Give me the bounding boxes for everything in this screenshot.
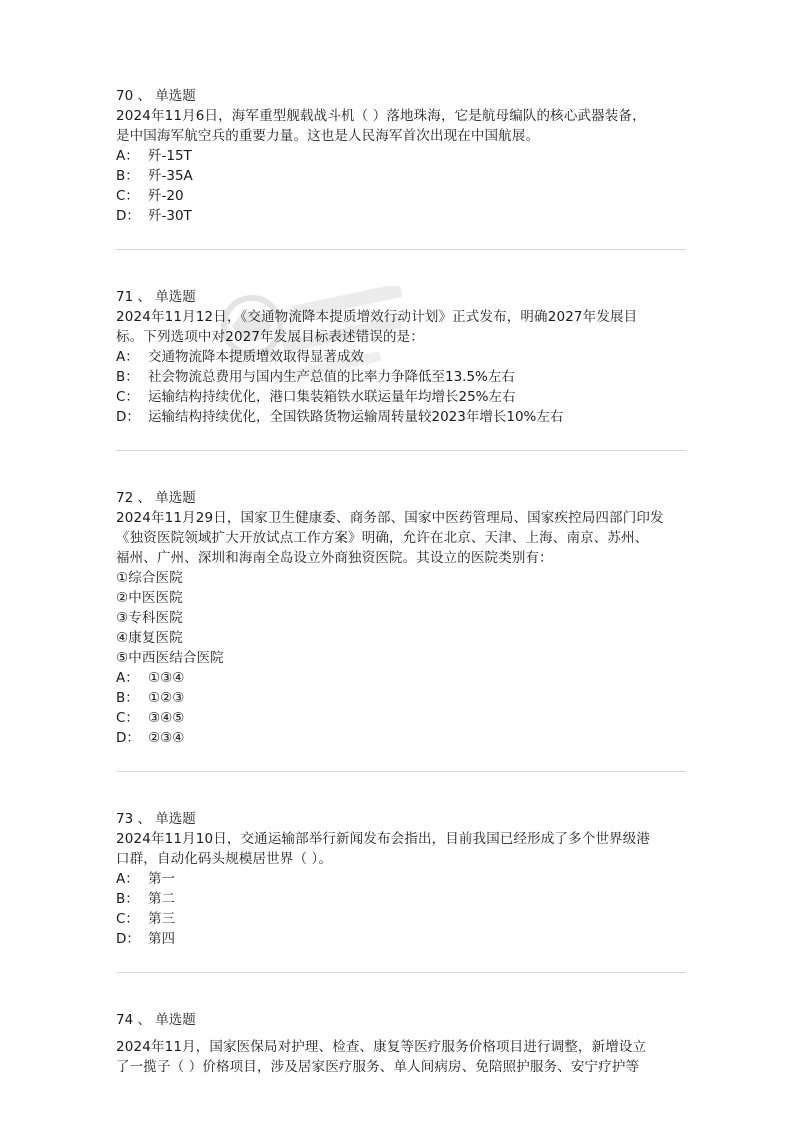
option-a[interactable] (116, 347, 686, 367)
option-a[interactable] (116, 668, 686, 688)
option-key: B： (116, 168, 139, 184)
option-b[interactable] (116, 367, 686, 387)
stem-line: 福州、广州、深圳和海南全岛设立外商独资医院。其设立的医院类别有： (116, 550, 553, 566)
option-c[interactable] (116, 387, 686, 407)
option-text: 社会物流总费用与国内生产总值的比率力争降低至13.5%左右 (148, 369, 515, 385)
question-divider (116, 450, 686, 451)
stem-line: 2024年11月29日，国家卫生健康委、商务部、国家中医药管理局、国家疾控局四部门印发 (116, 510, 664, 526)
option-text: 运输结构持续优化，港口集装箱铁水联运量年均增长25%左右 (148, 389, 516, 405)
option-text: 交通物流降本提质增效取得显著成效 (148, 349, 364, 365)
option-key: B： (116, 690, 139, 706)
question-stem (116, 829, 686, 869)
question-list (116, 86, 686, 1077)
question-header: 72 、 单选题 (116, 490, 196, 506)
option-c[interactable] (116, 708, 686, 728)
option-text: ③④⑤ (148, 710, 185, 726)
option-key: A： (116, 349, 139, 365)
question-divider (116, 972, 686, 973)
option-key: A： (116, 670, 139, 686)
option-key: B： (116, 369, 139, 385)
option-text: 歼-15T (148, 148, 192, 164)
stem-line: ③专科医院 (116, 610, 183, 626)
stem-line: ①综合医院 (116, 570, 183, 586)
question-stem (116, 106, 686, 146)
question-header: 73 、 单选题 (116, 811, 196, 827)
option-key: A： (116, 871, 139, 887)
option-text: 歼-30T (148, 208, 192, 224)
option-key: C： (116, 911, 139, 927)
question-header: 71 、 单选题 (116, 289, 196, 305)
question-70 (116, 86, 686, 226)
option-b[interactable] (116, 688, 686, 708)
stem-line: 2024年11月12日，《交通物流降本提质增效行动计划》正式发布，明确2027年发展目 (116, 309, 638, 325)
stem-line: ②中医医院 (116, 590, 183, 606)
stem-line: 《独资医院领域扩大开放试点工作方案》明确，允许在北京、天津、上海、南京、苏州、 (116, 530, 649, 546)
option-a[interactable] (116, 869, 686, 889)
question-stem (116, 307, 686, 347)
option-text: 第四 (148, 931, 175, 947)
question-divider (116, 771, 686, 772)
option-d[interactable] (116, 929, 686, 949)
option-key: D： (116, 730, 140, 746)
question-stem (116, 1037, 686, 1077)
stem-line: 口群，自动化码头规模居世界（ ）。 (116, 851, 333, 867)
question-header: 70 、 单选题 (116, 88, 196, 104)
option-text: 第二 (148, 891, 175, 907)
question-divider (116, 249, 686, 250)
option-key: C： (116, 710, 139, 726)
option-b[interactable] (116, 889, 686, 909)
option-text: 歼-20 (148, 188, 184, 204)
option-key: D： (116, 208, 140, 224)
question-74 (116, 1010, 686, 1077)
stem-line: 标。下列选项中对2027年发展目标表述错误的是： (116, 329, 424, 345)
option-a[interactable] (116, 146, 686, 166)
option-d[interactable] (116, 206, 686, 226)
stem-line: 2024年11月，国家医保局对护理、检查、康复等医疗服务价格项目进行调整，新增设立 (116, 1039, 647, 1055)
stem-line: 了一揽子（ ）价格项目，涉及居家医疗服务、单人间病房、免陪照护服务、安宁疗护等 (116, 1059, 640, 1075)
stem-line: 2024年11月10日，交通运输部举行新闻发布会指出，目前我国已经形成了多个世界级港 (116, 831, 651, 847)
option-key: C： (116, 188, 139, 204)
stem-line: ⑤中西医结合医院 (116, 650, 224, 666)
stem-line: 2024年11月6日，海军重型舰载战斗机（ ）落地珠海，它是航母编队的核心武器装备， (116, 108, 646, 124)
question-stem (116, 508, 686, 668)
question-72 (116, 488, 686, 748)
option-text: 歼-35A (148, 168, 193, 184)
option-text: 第一 (148, 871, 175, 887)
option-key: D： (116, 931, 140, 947)
option-b[interactable] (116, 166, 686, 186)
option-key: A： (116, 148, 139, 164)
option-text: ①②③ (148, 690, 185, 706)
option-d[interactable] (116, 728, 686, 748)
option-key: D： (116, 409, 140, 425)
option-c[interactable] (116, 909, 686, 929)
option-text: 运输结构持续优化，全国铁路货物运输周转量较2023年增长10%左右 (148, 409, 564, 425)
stem-line: ④康复医院 (116, 630, 183, 646)
option-text: ②③④ (148, 730, 185, 746)
option-key: B： (116, 891, 139, 907)
question-header: 74 、 单选题 (116, 1012, 196, 1028)
question-71 (116, 287, 686, 427)
question-73 (116, 809, 686, 949)
option-text: ①③④ (148, 670, 185, 686)
option-text: 第三 (148, 911, 175, 927)
option-c[interactable] (116, 186, 686, 206)
stem-line: 是中国海军航空兵的重要力量。这也是人民海军首次出现在中国航展。 (116, 128, 540, 144)
option-d[interactable] (116, 407, 686, 427)
option-key: C： (116, 389, 139, 405)
